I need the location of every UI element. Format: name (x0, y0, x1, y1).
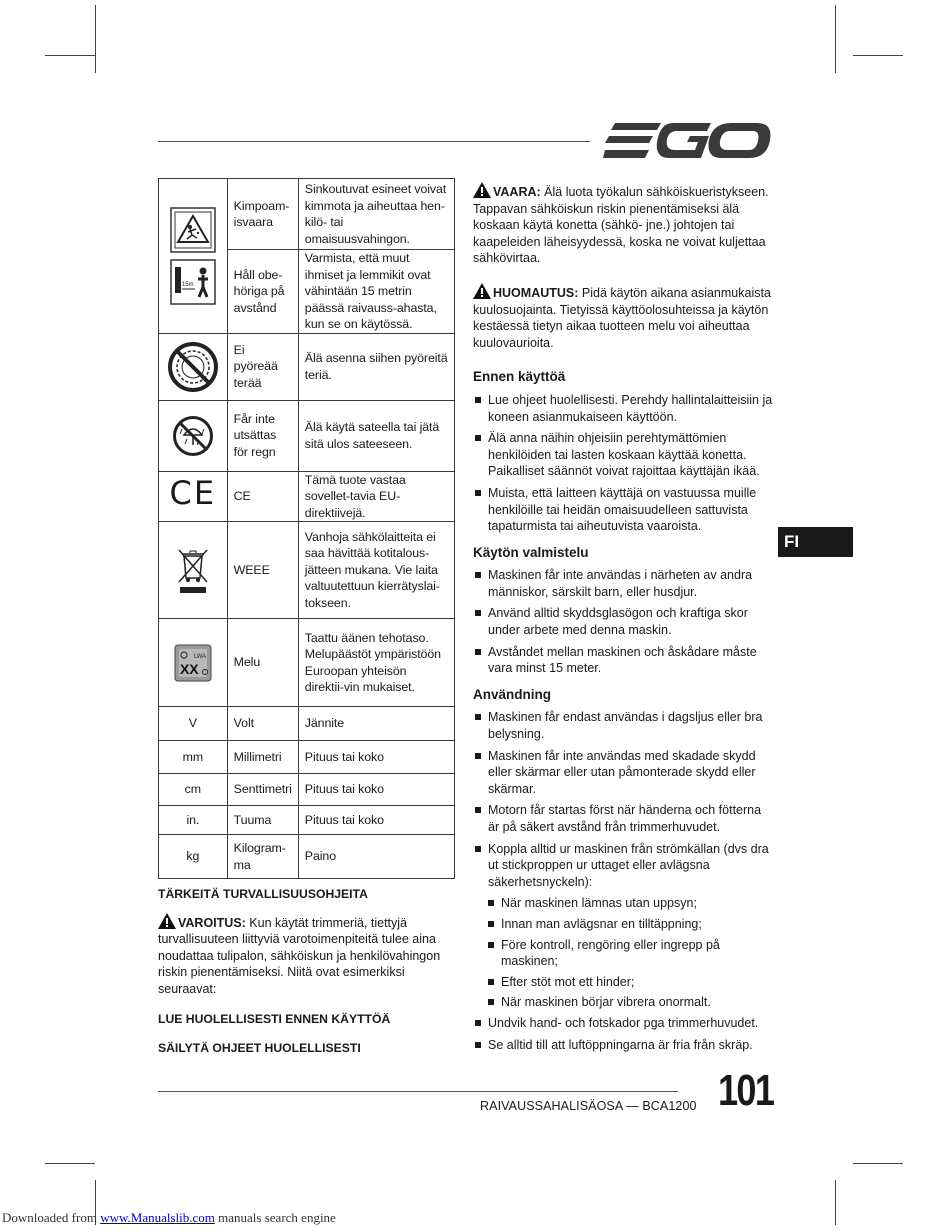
ego-logo (603, 120, 771, 162)
crop-mark (835, 1180, 836, 1225)
danger-icon (473, 182, 491, 198)
symbol-cell: in. (159, 806, 228, 835)
svg-text:LWA: LWA (193, 653, 206, 660)
notice-icon (473, 283, 491, 299)
table-row (159, 806, 455, 835)
sub-list-item: Innan man avlägsnar en tilltäppning; (473, 916, 773, 933)
symbol-description: Paino (298, 835, 454, 879)
keep-bystanders-away-icon (170, 259, 216, 305)
list-item: Undvik hand- och fotskador pga trimmerhuvudet. (473, 1015, 773, 1032)
symbol-cell: V (159, 707, 228, 741)
list-item: Maskinen får endast användas i dagsljus eller bra belysning. (473, 709, 773, 742)
table-row (159, 471, 455, 522)
list-item: Lue ohjeet huolellisesti. Perehdy hallintalaitteisiin ja koneen asianmukaiseen käyttöön. (473, 392, 773, 425)
symbol-description: Vanhoja sähkölaitteita ei saa hävittää kotitalous-jätteen mukana. Vie laita valtuutettuun kierrätyslai-tokseen. (298, 522, 454, 619)
symbol-name: Senttimetri (227, 774, 298, 806)
sub-list-item: När maskinen lämnas utan uppsyn; (473, 895, 773, 912)
list-item: Använd alltid skyddsglasögon och kraftiga skor under arbete med denna maskin. (473, 605, 773, 638)
keep-instructions-heading: SÄILYTÄ OHJEET HUOLELLISESTI (158, 1040, 361, 1055)
sub-list-item: Efter stöt mot ett hinder; (473, 974, 773, 991)
notice-paragraph (473, 283, 773, 351)
safety-heading: TÄRKEITÄ TURVALLISUUSOHJEITA (158, 887, 368, 901)
symbol-description: Pituus tai koko (298, 806, 454, 835)
list-item: Se alltid till att luftöppningarna är fria från skräp. (473, 1037, 773, 1054)
symbol-name: Håll obe-höriga på avstånd (227, 250, 298, 334)
warning-text: Kun käytät trimmeriä, tiettyjä turvallisuuteen liittyviä varotoimenpiteitä tulee aina noudattaa tulipalon, sähköiskun ja henkilövahingon riskin pienentämiseksi. Niitä ovat esimerkiksi seuraavat: (158, 915, 441, 996)
footer-rule (158, 1091, 678, 1092)
warning-paragraph (158, 913, 455, 998)
table-row (159, 333, 455, 400)
symbol-cell (159, 619, 228, 707)
symbol-name: Kilogram-ma (227, 835, 298, 879)
symbol-cell: kg (159, 835, 228, 879)
symbol-name: Kimpoam-isvaara (227, 179, 298, 250)
prep-section (473, 545, 773, 677)
symbol-name: Får inte utsättas för regn (227, 400, 298, 471)
symbol-description: Jännite (298, 707, 454, 741)
symbol-cell (159, 471, 228, 522)
manualslib-link[interactable]: www.Manualslib.com (100, 1210, 215, 1225)
safety-instructions (158, 886, 455, 1056)
table-row (159, 522, 455, 619)
no-circular-blade-icon (167, 341, 219, 393)
danger-text: Älä luota työkalun sähköiskueristykseen. Tappavan sähköiskun riskin pienentämiseksi älä koskaan käytä konetta (sähkö- jne.) johtojen tai kaapeleiden läheisyydessä, koska ne voivat kuljettaa sähkövirtaa. (473, 185, 769, 266)
crop-mark (853, 1163, 903, 1164)
list-item: Koppla alltid ur maskinen från strömkällan (dvs dra ut stickproppen ur uttaget eller avlägsna säkerhetsnyckeln): (473, 841, 773, 891)
symbol-cell (159, 179, 228, 334)
crop-mark (45, 1163, 95, 1164)
ce-mark-icon: CE (169, 473, 217, 512)
list-item: Motorn får startas först när händerna och fötterna är på säkert avstånd från trimmerhuvudet. (473, 802, 773, 835)
symbol-cell (159, 522, 228, 619)
list-item: Avståndet mellan maskinen och åskådare måste vara minst 15 meter. (473, 644, 773, 677)
crop-mark (853, 55, 903, 56)
download-prefix: Downloaded from (2, 1210, 101, 1225)
warning-icon (158, 913, 176, 929)
symbol-description: Älä asenna siihen pyöreitä teriä. (298, 333, 454, 400)
list-item: Maskinen får inte användas i närheten av andra människor, särskilt barn, eller husdjur. (473, 567, 773, 600)
symbol-cell (159, 333, 228, 400)
crop-mark (45, 55, 95, 56)
danger-paragraph (473, 182, 773, 267)
symbol-cell (159, 400, 228, 471)
symbol-description: Taattu äänen tehotaso. Melupäästöt ympäristöön Euroopan yhteisön direktii-vin mukaiset. (298, 619, 454, 707)
header-rule (158, 141, 590, 142)
crop-mark (835, 5, 836, 73)
sub-list-item: Före kontroll, rengöring eller ingrepp på maskinen; (473, 937, 773, 970)
sub-list-item: När maskinen börjar vibrera onormalt. (473, 994, 773, 1011)
svg-text:XX: XX (179, 660, 199, 677)
list-item: Muista, että laitteen käyttäjä on vastuussa muille henkilöille tai heidän omaisuudelleen sattuvista tapaturmista tai aiheutuvista vaaroista. (473, 485, 773, 535)
danger-label: VAARA: (493, 185, 541, 199)
table-row (159, 774, 455, 806)
page-number: 101 (718, 1066, 774, 1115)
section-heading: Ennen käyttöä (473, 369, 566, 385)
no-rain-icon (172, 415, 214, 457)
section-heading: Användning (473, 686, 551, 702)
symbol-name: Volt (227, 707, 298, 741)
table-row (159, 741, 455, 774)
symbol-cell: mm (159, 741, 228, 774)
symbol-name: CE (227, 471, 298, 522)
symbol-name: Melu (227, 619, 298, 707)
table-row (159, 707, 455, 741)
list-item: Älä anna näihin ohjeisiin perehtymättömien henkilöiden tai lasten koskaan käyttää konetta. Paikalliset säännöt voivat rajoittaa käyttäjän ikää. (473, 430, 773, 480)
download-suffix: manuals search engine (214, 1210, 336, 1225)
table-row (159, 400, 455, 471)
warning-label: VAROITUS: (178, 915, 246, 930)
symbol-description: Pituus tai koko (298, 774, 454, 806)
section-heading: Käytön valmistelu (473, 544, 589, 560)
before-use-section (473, 369, 773, 534)
symbol-description: Älä käytä sateella tai jätä sitä ulos sateeseen. (298, 400, 454, 471)
read-carefully-heading: LUE HUOLELLISESTI ENNEN KÄYTTÖÄ (158, 1012, 391, 1026)
language-tab: FI (778, 527, 853, 557)
symbol-name: Millimetri (227, 741, 298, 774)
right-column (473, 182, 773, 1063)
ricochet-hazard-icon (170, 207, 216, 253)
symbol-description: Sinkoutuvat esineet voivat kimmota ja aiheuttaa hen-kilö- tai omaisuusvahingon. (298, 179, 454, 250)
symbol-name: Tuuma (227, 806, 298, 835)
crop-mark (95, 5, 96, 73)
notice-text: Pidä käytön aikana asianmukaista kuulosuojainta. Tietyissä käyttöolosuhteissa ja käytön kestäessä tietyn aikaa tuotteen melu voi aiheuttaa kuulovaurioita. (473, 285, 771, 350)
symbol-name: Ei pyöreää terää (227, 333, 298, 400)
symbol-description: Pituus tai koko (298, 741, 454, 774)
symbol-description: Tämä tuote vastaa sovellet-tavia EU-direktiivejä. (298, 471, 454, 522)
svg-text:15m: 15m (181, 281, 194, 288)
table-row (159, 619, 455, 707)
download-note (2, 1210, 336, 1226)
list-item: Maskinen får inte användas med skadade skydd eller skärmar eller utan påmonterade skydd eller skärmar. (473, 748, 773, 798)
weee-crossed-bin-icon (175, 546, 211, 594)
symbol-table (158, 178, 455, 879)
noise-level-icon (174, 644, 212, 682)
table-row (159, 835, 455, 879)
usage-section (473, 687, 773, 1053)
table-row (159, 179, 455, 250)
footer-title: RAIVAUSSAHALISÄOSA — BCA1200 (480, 1099, 697, 1113)
symbol-name: WEEE (227, 522, 298, 619)
symbol-description: Varmista, että muut ihmiset ja lemmikit ovat vähintään 15 metrin päässä raivauss-ahasta, kun se on käytössä. (298, 250, 454, 334)
notice-label: HUOMAUTUS: (493, 285, 579, 300)
symbol-cell: cm (159, 774, 228, 806)
